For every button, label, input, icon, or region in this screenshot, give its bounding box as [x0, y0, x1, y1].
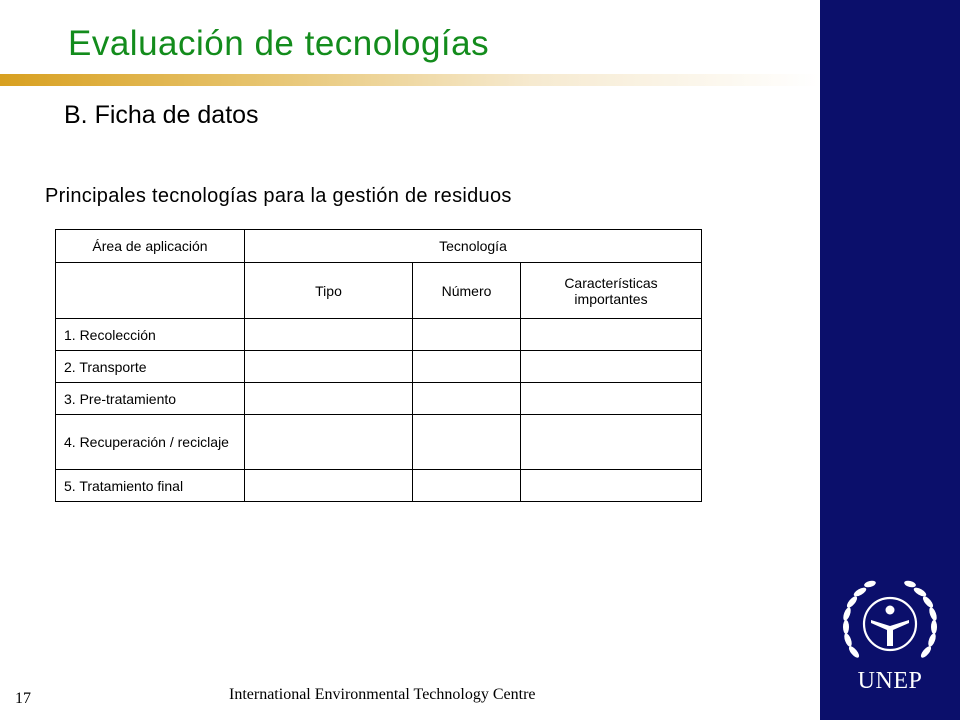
table-row: [56, 351, 702, 383]
table-cell: [245, 415, 413, 470]
table-row: [56, 415, 702, 470]
table-cell: [413, 319, 521, 351]
row-label: 5. Tratamiento final: [56, 470, 245, 502]
table-row: [56, 383, 702, 415]
data-sheet-table: [55, 229, 702, 502]
table-cell: [413, 470, 521, 502]
title-divider: [0, 74, 820, 86]
subheader-type: Tipo: [245, 263, 413, 319]
footer-organization: International Environmental Technology Centre: [229, 686, 536, 703]
table-row: [56, 470, 702, 502]
subheader-number: Número: [413, 263, 521, 319]
table-cell: [521, 470, 702, 502]
table-cell: [245, 383, 413, 415]
row-label: 3. Pre-tratamiento: [56, 383, 245, 415]
row-label: 2. Transporte: [56, 351, 245, 383]
table-row: [56, 319, 702, 351]
header-technology: Tecnología: [245, 230, 702, 263]
header-area: Área de aplicación: [56, 230, 245, 263]
slide-title: Evaluación de tecnologías: [68, 24, 490, 63]
table-subheader-row: [56, 263, 702, 319]
slide-subtitle: B. Ficha de datos: [64, 101, 259, 129]
row-label: 1. Recolección: [56, 319, 245, 351]
table-cell: [521, 319, 702, 351]
table-cell: [413, 415, 521, 470]
empty-cell: [56, 263, 245, 319]
table-cell: [521, 351, 702, 383]
unep-laurel-logo-icon: [838, 574, 942, 674]
table-header-row: [56, 230, 702, 263]
page-number: 17: [15, 690, 31, 707]
table-cell: [413, 383, 521, 415]
table-cell: [245, 470, 413, 502]
table-caption: Principales tecnologías para la gestión de residuos: [45, 185, 512, 207]
table-cell: [521, 383, 702, 415]
unep-brand-text: UNEP: [857, 668, 923, 694]
table-cell: [245, 351, 413, 383]
row-label: 4. Recuperación / reciclaje: [56, 415, 245, 470]
table-cell: [245, 319, 413, 351]
subheader-characteristics: Características importantes: [521, 263, 702, 319]
table-cell: [521, 415, 702, 470]
table-cell: [413, 351, 521, 383]
